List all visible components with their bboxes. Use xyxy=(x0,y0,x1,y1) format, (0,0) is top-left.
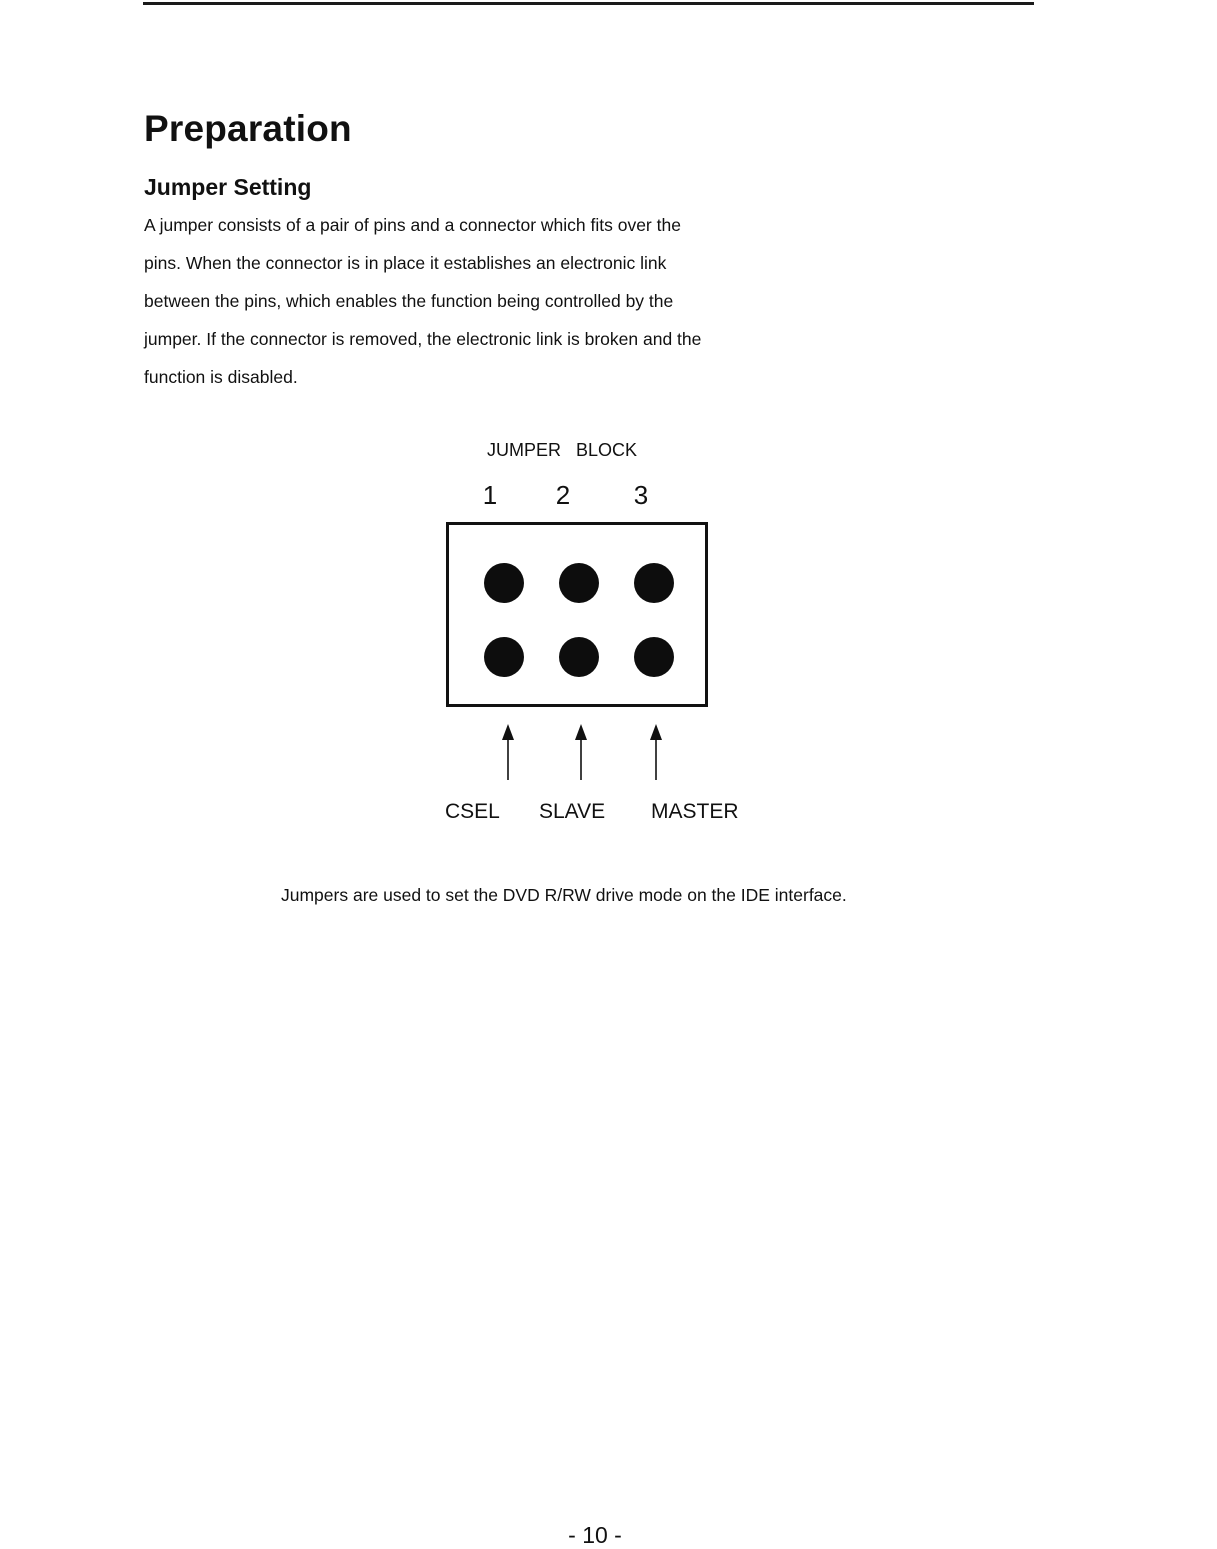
body-line: function is disabled. xyxy=(144,367,298,387)
mode-label-csel: CSEL xyxy=(445,800,500,823)
pin-bottom-3 xyxy=(634,637,674,677)
mode-label-master: MASTER xyxy=(651,800,739,823)
mode-label-slave: SLAVE xyxy=(539,800,606,823)
page-number: - 10 - xyxy=(568,1522,622,1548)
body-paragraph xyxy=(144,212,701,402)
page-title: Preparation xyxy=(144,108,352,149)
jumper-block-label: JUMPER BLOCK xyxy=(487,440,638,460)
body-line: pins. When the connector is in place it establishes an electronic link xyxy=(144,253,667,273)
section-title: Jumper Setting xyxy=(144,174,312,200)
pin-top-1 xyxy=(484,563,524,603)
pin-number-1: 1 xyxy=(482,480,498,510)
pin-bottom-2 xyxy=(559,637,599,677)
figure-caption: Jumpers are used to set the DVD R/RW drive mode on the IDE interface. xyxy=(281,885,847,905)
body-line: between the pins, which enables the function being controlled by the xyxy=(144,291,674,311)
body-line: jumper. If the connector is removed, the electronic link is broken and the xyxy=(144,329,702,349)
pin-top-2 xyxy=(559,563,599,603)
pin-top-3 xyxy=(634,563,674,603)
pin-number-2: 2 xyxy=(555,480,571,510)
pin-bottom-1 xyxy=(484,637,524,677)
arrow-up-icon xyxy=(649,724,663,780)
header-rule xyxy=(143,2,1034,5)
body-line: A jumper consists of a pair of pins and a connector which fits over the xyxy=(144,215,681,235)
pin-number-3: 3 xyxy=(633,480,649,510)
jumper-pin-block xyxy=(446,522,708,707)
jumper-block-diagram xyxy=(430,436,770,836)
arrow-up-icon xyxy=(574,724,588,780)
arrow-up-icon xyxy=(501,724,515,780)
